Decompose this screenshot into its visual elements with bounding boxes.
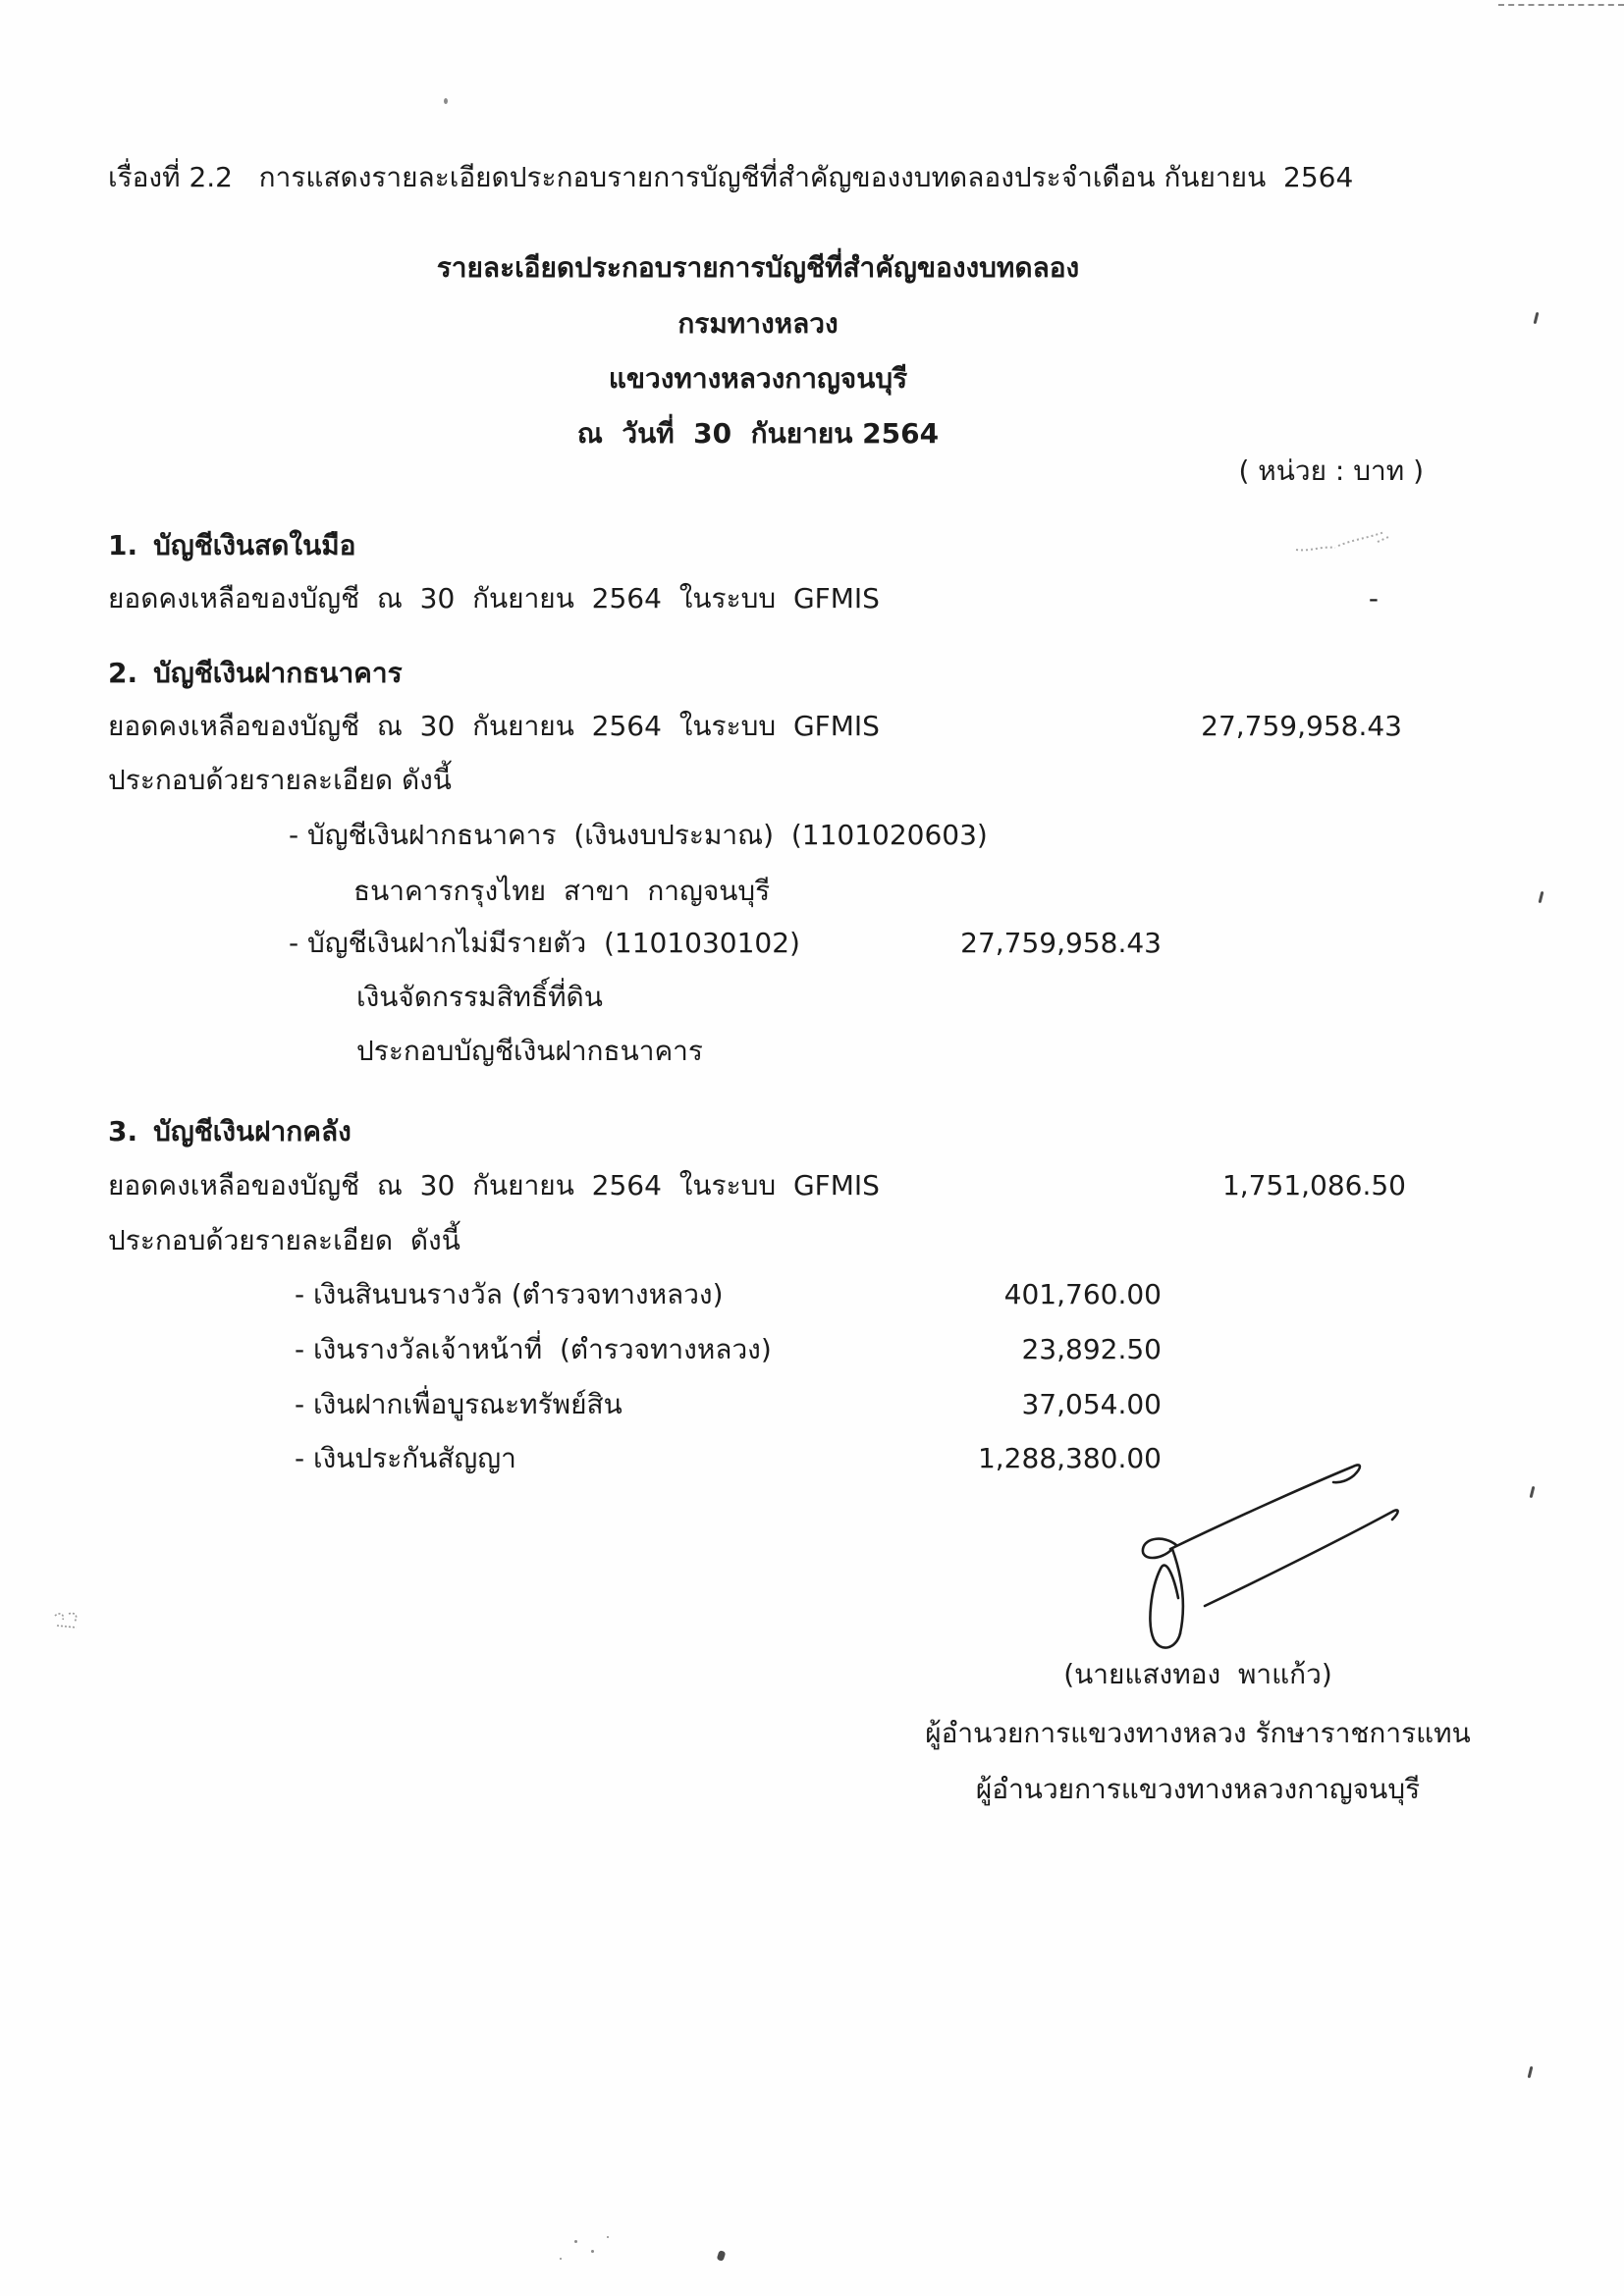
- section-1-title: บัญชีเงินสดในมือ: [153, 529, 356, 561]
- as-of-date: ณ วันที่ 30 กันยายน 2564: [576, 417, 940, 450]
- section-3-item-1-label: - เงินสินบนรางวัล (ตำรวจทางหลวง): [295, 1278, 724, 1310]
- section-3-item-2-label: - เงินรางวัลเจ้าหน้าที่ (ตำรวจทางหลวง): [295, 1333, 772, 1365]
- section-3-heading: [108, 1114, 352, 1149]
- section-1-balance-value: -: [1368, 582, 1379, 614]
- unit-note: ( หน่วย : บาท ): [1238, 454, 1424, 487]
- signer-title-line-2: ผู้อำนวยการแขวงทางหลวงกาญจนบุรี: [975, 1773, 1421, 1805]
- section-3-item-1-value: 401,760.00: [1003, 1278, 1162, 1310]
- report-title: รายละเอียดประกอบรายการบัญชีที่สำคัญของงบทดลอง: [436, 251, 1080, 284]
- section-2-details-intro: ประกอบด้วยรายละเอียด ดังนี้: [108, 764, 452, 796]
- section-2-heading: [108, 656, 403, 691]
- section-1-number: 1.: [108, 529, 138, 561]
- scan-artifact-tick: [1528, 2066, 1534, 2078]
- scan-artifact-tick: [1530, 1486, 1536, 1498]
- section-2-balance-label: ยอดคงเหลือของบัญชี ณ 30 กันยายน 2564 ในระบบ GFMIS: [108, 710, 880, 742]
- section-3-title: บัญชีเงินฝากคลัง: [153, 1115, 352, 1148]
- section-3-item-3-label: - เงินฝากเพื่อบูรณะทรัพย์สิน: [295, 1388, 623, 1420]
- scan-artifact-mark: [717, 2250, 727, 2262]
- section-2-title: บัญชีเงินฝากธนาคาร: [153, 657, 403, 689]
- section-2-item-2-sub: เงินจัดกรรมสิทธิ์ที่ดิน: [356, 981, 603, 1013]
- signer-title-line-1: ผู้อำนวยการแขวงทางหลวง รักษาราชการแทน: [925, 1717, 1471, 1749]
- scan-artifact-speck: [444, 98, 448, 104]
- section-3-balance-value: 1,751,086.50: [1221, 1169, 1406, 1201]
- section-3-item-4-label: - เงินประกันสัญญา: [295, 1442, 516, 1474]
- section-3-item-2-value: 23,892.50: [1021, 1333, 1162, 1365]
- section-2-item-2-value: 27,759,958.43: [960, 927, 1162, 959]
- section-2-item-1-label: - บัญชีเงินฝากธนาคาร (เงินงบประมาณ) (1101020603): [289, 819, 988, 851]
- section-2-item-2-label: - บัญชีเงินฝากไม่มีรายตัว (1101030102): [289, 927, 800, 959]
- scan-artifact-speck: [607, 2236, 609, 2238]
- section-2-item-2-sub2: ประกอบบัญชีเงินฝากธนาคาร: [356, 1035, 703, 1067]
- scan-artifact-tick: [1539, 891, 1544, 903]
- scan-artifact-pencil-smudge: [1291, 528, 1409, 558]
- scan-artifact-speck: [574, 2240, 577, 2243]
- scan-artifact-speck: [591, 2250, 594, 2253]
- section-3-balance-label: ยอดคงเหลือของบัญชี ณ 30 กันยายน 2564 ในระบบ GFMIS: [108, 1169, 880, 1201]
- section-3-details-intro: ประกอบด้วยรายละเอียด ดังนี้: [108, 1224, 460, 1256]
- section-2-number: 2.: [108, 657, 138, 689]
- section-3-item-3-value: 37,054.00: [1021, 1388, 1162, 1420]
- section-1-heading: [108, 528, 356, 563]
- scan-artifact-speck: [560, 2258, 562, 2260]
- section-1-balance-label: ยอดคงเหลือของบัญชี ณ 30 กันยายน 2564 ในระบบ GFMIS: [108, 582, 880, 614]
- scan-artifact-top-dashes: [1498, 4, 1624, 6]
- handwritten-signature: [1100, 1451, 1424, 1662]
- scan-artifact-smudge: [49, 1608, 84, 1633]
- signer-name: (นายแสงทอง พาแก้ว): [1063, 1658, 1332, 1690]
- section-3-number: 3.: [108, 1115, 138, 1148]
- section-2-item-1-sub: ธนาคารกรุงไทย สาขา กาญจนบุรี: [353, 875, 771, 907]
- section-3-item-4-value: 1,288,380.00: [977, 1442, 1162, 1474]
- department-name: กรมทางหลวง: [677, 307, 839, 340]
- subject-line: เรื่องที่ 2.2 การแสดงรายละเอียดประกอบรายการบัญชีที่สำคัญของงบทดลองประจำเดือน กันยายน 2564: [108, 161, 1354, 193]
- scan-artifact-tick: [1534, 312, 1540, 324]
- division-name: แขวงทางหลวงกาญจนบุรี: [608, 362, 908, 395]
- section-2-balance-value: 27,759,958.43: [1201, 710, 1402, 742]
